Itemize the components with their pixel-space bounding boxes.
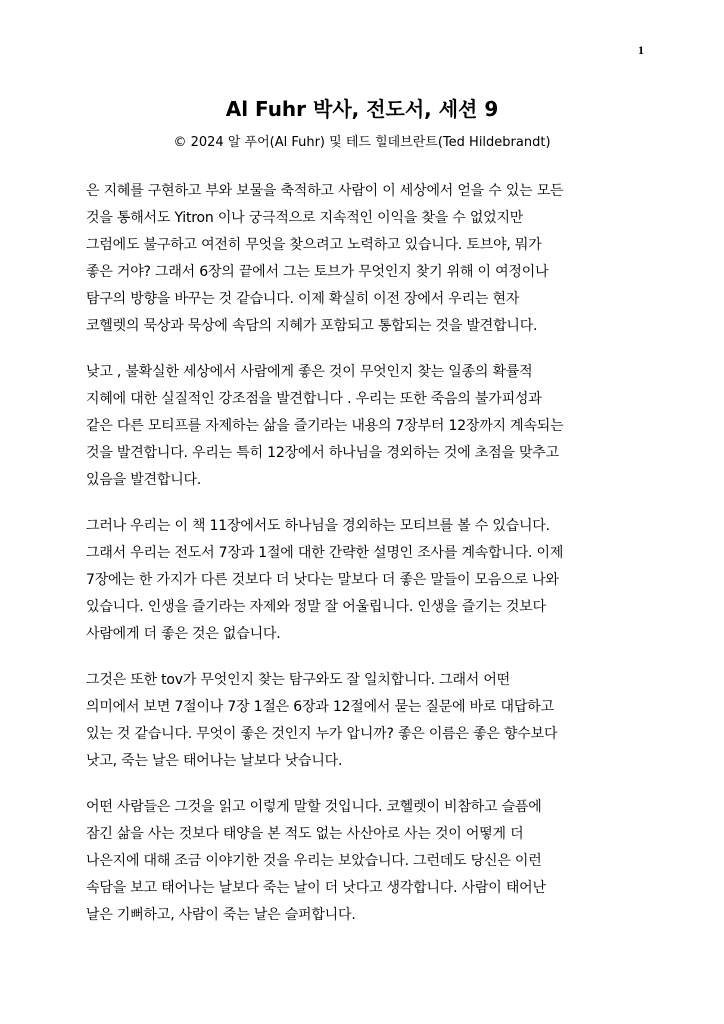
paragraph-line: 코헬렛의 묵상과 묵상에 속담의 지혜가 포함되고 통합되는 것을 발견합니다. <box>86 318 538 334</box>
paragraph-line: 같은 다른 모티프를 자제하는 삶을 즐기라는 내용의 7장부터 12장까지 계속되는 <box>86 418 564 434</box>
paragraph-3 <box>86 513 646 648</box>
paragraph-line: 7장에는 한 가지가 다른 것보다 더 낫다는 말보다 더 좋은 말들이 모음으로 나와 <box>86 572 559 588</box>
paragraph-line: 날은 기뻐하고, 사람이 죽는 날은 슬퍼합니다. <box>86 907 356 923</box>
paragraph-line: 그것은 또한 tov가 무엇인지 찾는 탐구와도 잘 일치합니다. 그래서 어떤 <box>86 672 510 688</box>
paragraph-line: 있음을 발견합니다. <box>86 472 202 488</box>
document-title: Al Fuhr 박사, 전도서, 세션 9 <box>225 97 499 121</box>
paragraph-1 <box>86 178 646 340</box>
paragraph-line: 그래서 우리는 전도서 7장과 1절에 대한 간략한 설명인 조사를 계속합니다. 이제 <box>86 545 564 561</box>
paragraph-5 <box>86 794 646 929</box>
paragraph-line: 그럼에도 불구하고 여전히 무엇을 찾으려고 노력하고 있습니다. 토브야, 뭐가 <box>86 237 542 253</box>
paragraph-line: 좋은 거야? 그래서 6장의 끝에서 그는 토브가 무엇인지 찾기 위해 이 여정이나 <box>86 264 549 280</box>
paragraph-line: 낫고, 죽는 날은 태어나는 날보다 낫습니다. <box>86 753 343 769</box>
paragraph-line: 있는 것 같습니다. 무엇이 좋은 것인지 누가 압니까? 좋은 이름은 좋은 향수보다 <box>86 726 558 742</box>
paragraph-line: 낮고 , 불확실한 세상에서 사람에게 좋은 것이 무엇인지 찾는 일종의 확률적 <box>86 364 533 380</box>
paragraph-line: 잠긴 삶을 사는 것보다 태양을 본 적도 없는 사산아로 사는 것이 어떻게 더 <box>86 826 524 842</box>
paragraph-line: 속담을 보고 태어나는 날보다 죽는 날이 더 낫다고 생각합니다. 사람이 태어난 <box>86 880 546 896</box>
paragraph-line: 있습니다. 인생을 즐기라는 자제와 정말 잘 어울립니다. 인생을 즐기는 것보다 <box>86 599 546 615</box>
paragraph-line: 것을 발견합니다. 우리는 특히 12장에서 하나님을 경외하는 것에 초점을 맞추고 <box>86 445 559 461</box>
paragraph-line: 그러나 우리는 이 책 11장에서도 하나님을 경외하는 모티브를 볼 수 있습니다. <box>86 518 550 534</box>
paragraph-4 <box>86 667 646 775</box>
paragraph-line: 사람에게 더 좋은 것은 없습니다. <box>86 626 281 642</box>
document-body <box>86 178 646 948</box>
paragraph-line: 어떤 사람들은 그것을 읽고 이렇게 말할 것입니다. 코헬렛이 비참하고 슬픔에 <box>86 799 542 815</box>
paragraph-line: 은 지혜를 구현하고 부와 보물을 축적하고 사람이 이 세상에서 얻을 수 있는 모든 <box>86 183 564 199</box>
paragraph-line: 지혜에 대한 실질적인 강조점을 발견합니다 . 우리는 또한 죽음의 불가피성과 <box>86 391 542 407</box>
page-number: 1 <box>638 43 644 57</box>
paragraph-2 <box>86 359 646 494</box>
copyright-line: © 2024 알 푸어(Al Fuhr) 및 테드 힐데브란트(Ted Hildebrandt) <box>173 135 551 150</box>
paragraph-line: 나은지에 대해 조금 이야기한 것을 우리는 보았습니다. 그런데도 당신은 이런 <box>86 853 542 869</box>
paragraph-line: 것을 통해서도 Yitron 이나 궁극적으로 지속적인 이익을 찾을 수 없었지만 <box>86 210 524 226</box>
paragraph-line: 의미에서 보면 7절이나 7장 1절은 6장과 12절에서 묻는 질문에 바로 대답하고 <box>86 699 554 715</box>
paragraph-line: 탐구의 방향을 바꾸는 것 같습니다. 이제 확실히 이전 장에서 우리는 현자 <box>86 291 520 307</box>
